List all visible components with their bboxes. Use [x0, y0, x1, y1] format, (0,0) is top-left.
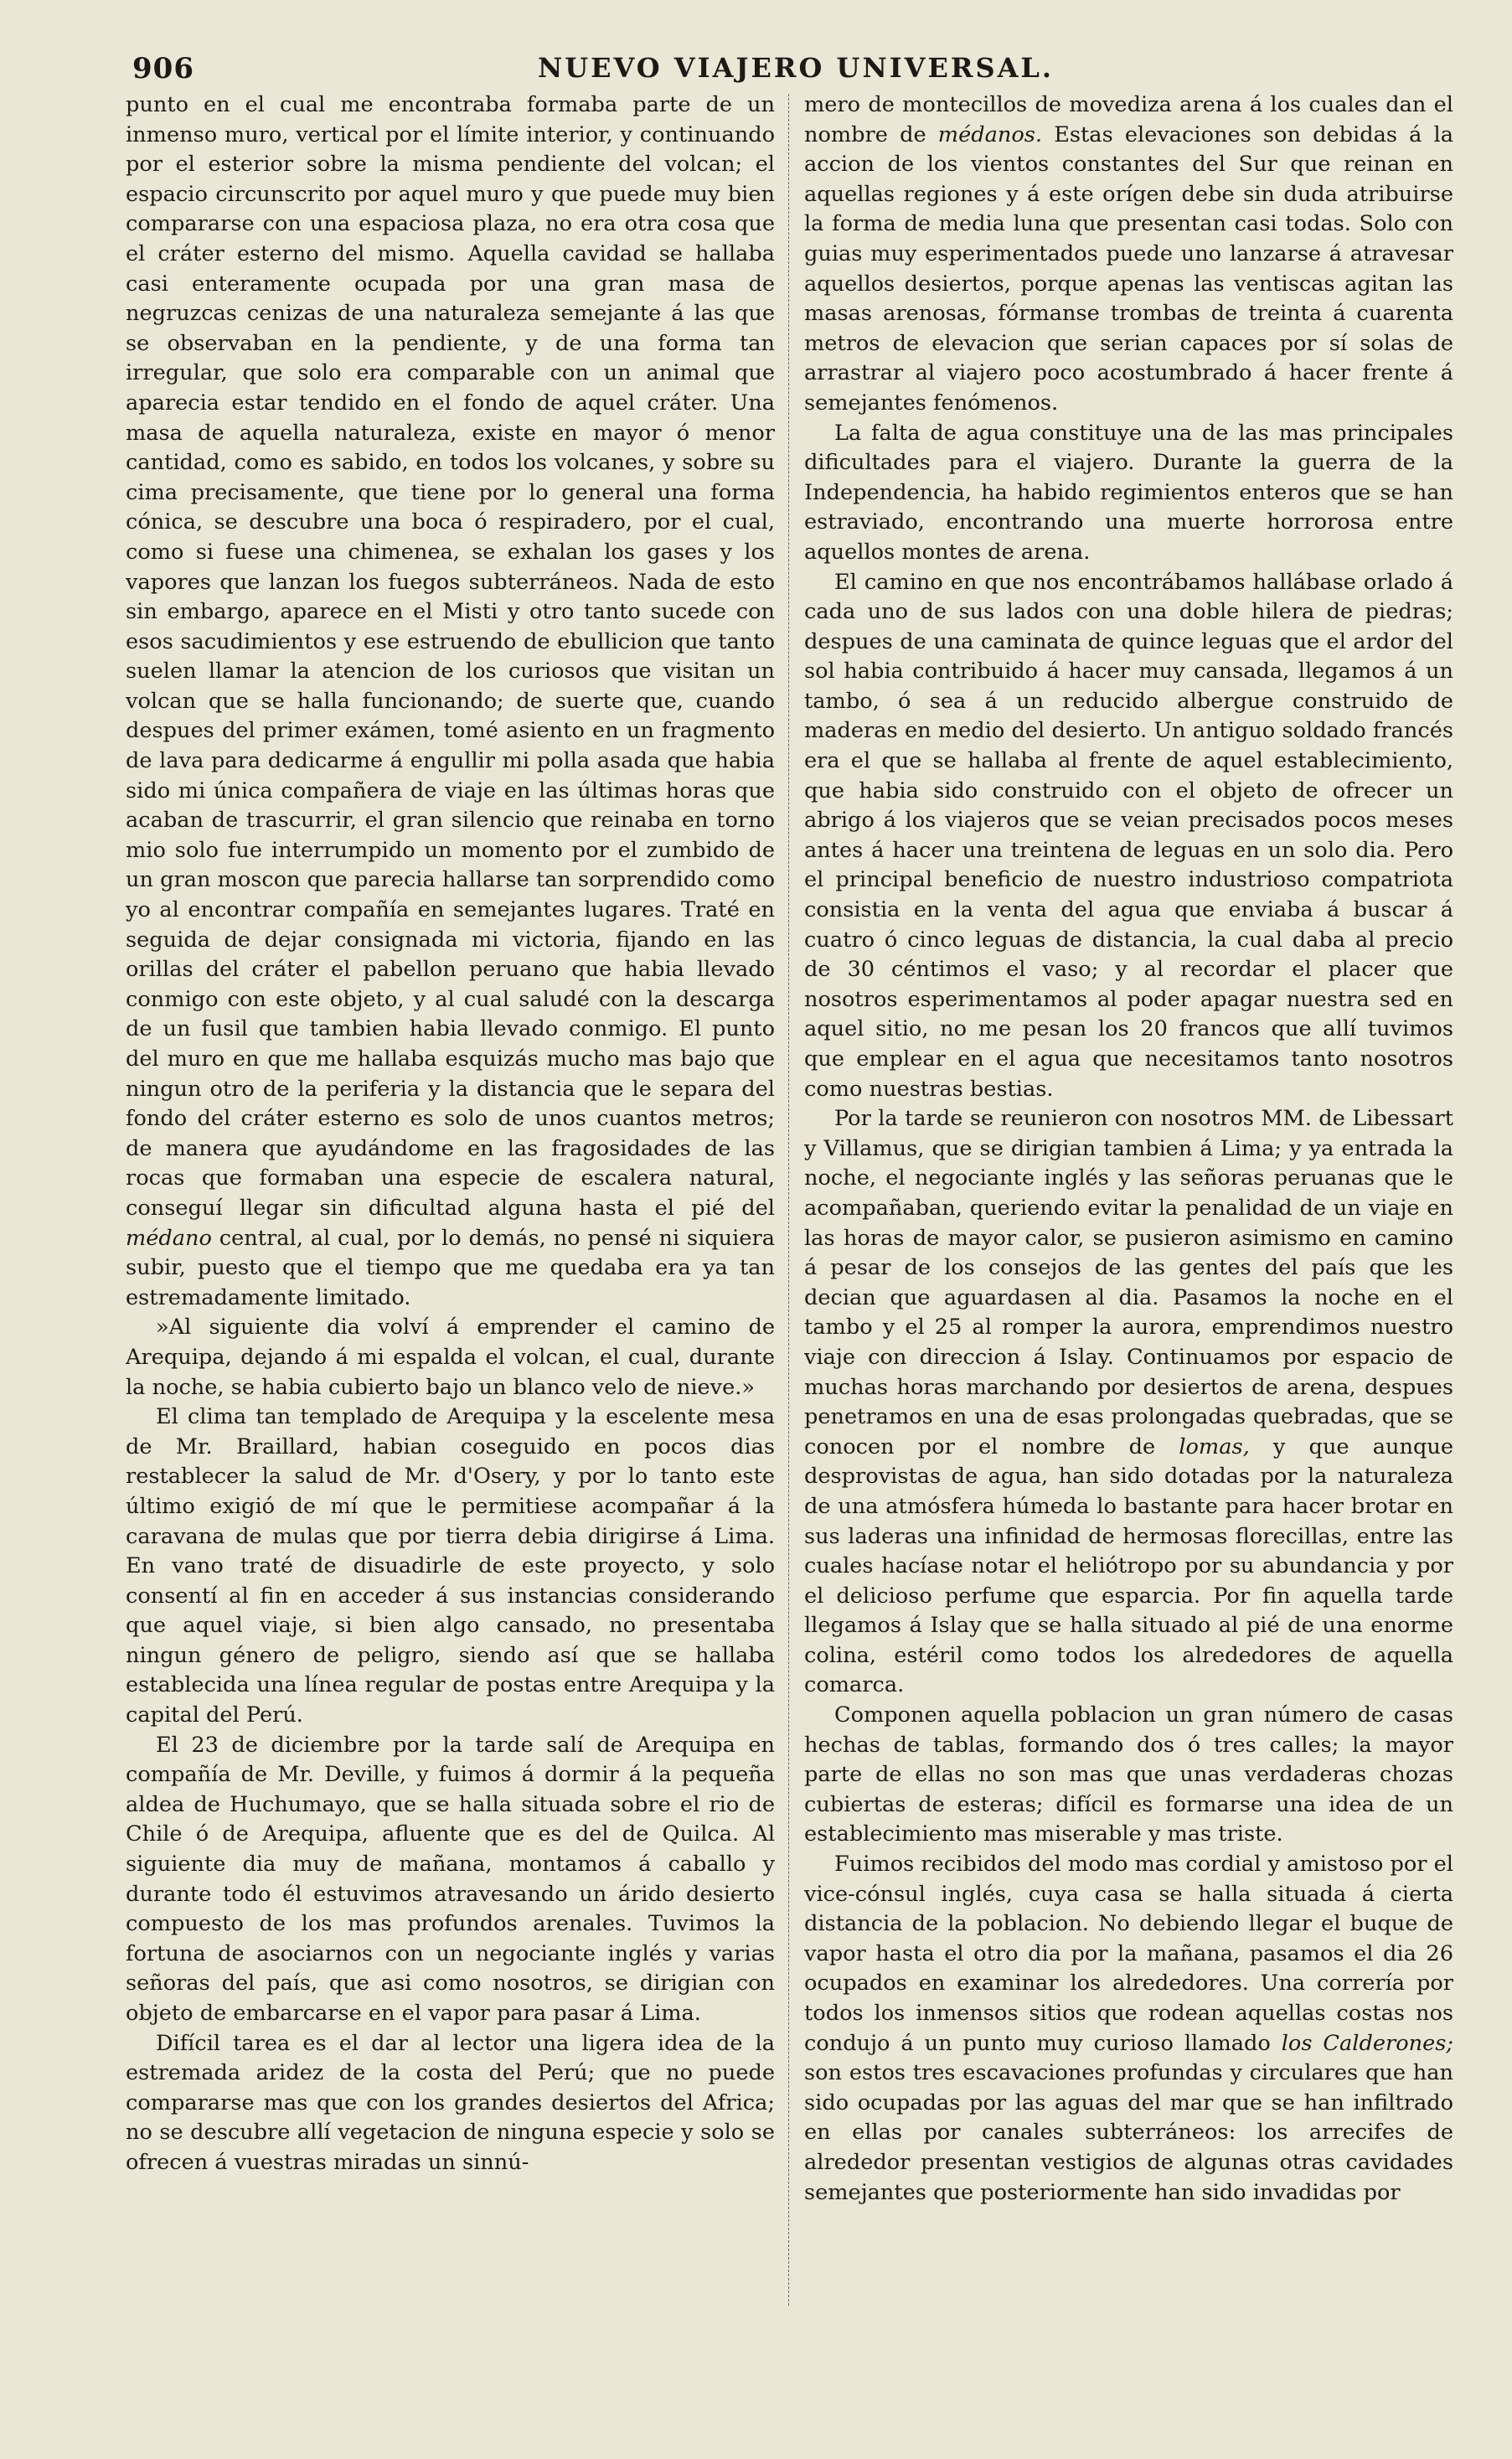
paragraph-text: central, al cual, por lo demás, no pensé ni siquiera subir, puesto que el tiempo que me quedaba era ya tan estremadamente limitado.: [126, 1225, 775, 1310]
paragraph: [804, 90, 1453, 419]
italic-term: médanos.: [937, 121, 1043, 147]
italic-term: lomas,: [1179, 1434, 1250, 1459]
right-column: [804, 90, 1453, 2420]
paragraph: [804, 1850, 1453, 2208]
paragraph-text: son estos tres escavaciones profundas y circulares que han sido ocupadas por las aguas del mar que se han infiltrado en ellas por canales subterráneos: los arrecifes de alrededor presentan vestigios de algunas otras cavidades semejantes que posteriormente han sido invadidas por: [804, 2060, 1453, 2205]
paragraph: »Al siguiente dia volví á emprender el camino de Arequipa, dejando á mi espalda el volcan, el cual, durante la noche, se habia cubierto bajo un blanco velo de nieve.»: [126, 1315, 775, 1400]
paragraph: [126, 90, 775, 1313]
paragraph-text: y que aunque desprovistas de agua, han sido dotadas por la naturaleza de una atmósfera húmeda lo bastante para hacer brotar en sus laderas una infinidad de hermosas florecillas, entre las cuales hacíase notar el heliótropo por su abundancia y por el delicioso perfume que esparcia. Por fin aquella tarde llegamos á Islay que se halla situado al pié de una enorme colina, estéril como todos los alrededores de aquella comarca.: [804, 1434, 1453, 1698]
page-header: [126, 52, 1466, 85]
paragraph: El clima tan templado de Arequipa y la escelente mesa de Mr. Braillard, habian coseguido en pocos dias restablecer la salud de Mr. d'Osery, y por lo tanto este último exigió de mí que le permitiese acompañar á la caravana de mulas que por tierra debia dirigirse á Lima. En vano traté de disuadirle de este proyecto, y solo consentí al fin en acceder á sus instancias considerando que aquel viaje, si bien algo cansado, no presentaba ningun género de peligro, siendo así que se hallaba establecida una línea regular de postas entre Arequipa y la capital del Perú.: [126, 1404, 775, 1728]
paragraph: La falta de agua constituye una de las mas principales dificultades para el viajero. Durante la guerra de la Independencia, ha habido regimientos enteros que se han estraviado, encontrando una muerte horrorosa entre aquellos montes de arena.: [804, 420, 1453, 565]
paragraph: Difícil tarea es el dar al lector una ligera idea de la estremada aridez de la costa del Perú; que no puede compararse mas que con los grandes desiertos del Africa; no se descubre allí vegetacion de ninguna especie y solo se ofrecen á vuestras miradas un sinnú-: [126, 2030, 775, 2175]
paragraph-text: Fuimos recibidos del modo mas cordial y amistoso por el vice-cónsul inglés, cuya casa se halla situada á cierta distancia de la poblacion. No debiendo llegar el buque de vapor hasta el otro dia por la mañana, pasamos el dia 26 ocupados en examinar los alrededores. Una correría por todos los inmensos sitios que rodean aquellas costas nos condujo á un punto muy curioso llamado: [804, 1852, 1453, 2056]
paragraph-text: mero de montecillos de movediza arena á los cuales dan el nombre de: [804, 92, 1453, 147]
left-column: [126, 90, 775, 2420]
italic-term: médano: [126, 1225, 212, 1251]
page-number: 906: [132, 52, 194, 85]
paragraph-text: punto en el cual me encontraba formaba parte de un inmenso muro, vertical por el límite interior, y continuando por el esterior sobre la misma pendiente del volcan; el espacio circunscrito por aquel muro y que puede muy bien compararse con una espaciosa plaza, no era otra cosa que el cráter esterno del mismo. Aquella cavidad se hallaba casi enteramente ocupada por una gran masa de negruzcas cenizas de una naturaleza semejante á las que se observaban en la pendiente, y de una forma tan irregular, que solo era comparable con un animal que aparecia estar tendido en el fondo de aquel cráter. Una masa de aquella naturaleza, existe en mayor ó menor cantidad, como es sabido, en todos los volcanes, y sobre su cima precisamente, que tiene por lo general una forma cónica, se descubre una boca ó respiradero, por el cual, como si fuese una chimenea, se exhalan los gases y los vapores que lanzan los fuegos subterráneos. Nada de esto sin embargo, aparece en el Misti y otro tanto sucede con esos sacudimientos y ese estruendo de ebullicion que tanto suelen llamar la atencion de los curiosos que visitan un volcan que se halla funcionando; de suerte que, cuando despues del primer exámen, tomé asiento en un fragmento de lava para dedicarme á engullir mi polla asada que habia sido mi única compañera de viaje en las últimas horas que acaban de trascurrir, el gran silencio que reinaba en torno mio solo fue interrumpido un momento por el zumbido de un gran moscon que parecia hallarse tan sorprendido como yo al encontrar compañía en semejantes lugares. Traté en seguida de dejar consignada mi victoria, fijando en las orillas del cráter el pabellon peruano que habia llevado conmigo con este objeto, y al cual saludé con la descarga de un fusil que tambien habia llevado conmigo. El punto del muro en que me hallaba esquizás mucho mas bajo que ningun otro de la periferia y la distancia que le separa del fondo del cráter esterno es solo de unos cuantos metros; de manera que ayudándome en las fragosidades de las rocas que formaban una especie de escalera natural, conseguí llegar sin dificultad alguna hasta el pié del: [126, 92, 775, 1221]
paragraph-text: Estas elevaciones son debidas á la accion de los vientos constantes del Sur que reinan en aquellas regiones y á este orígen debe sin duda atribuirse la forma de media luna que presentan casi todas. Solo con guias muy esperimentados puede uno lanzarse á atravesar aquellos desiertos, porque apenas las ventiscas agitan las masas arenosas, fórmanse trombas de treinta á cuarenta metros de elevacion que serian capaces por sí solas de arrastrar al viajero poco acostumbrado á hacer frente á semejantes fenómenos.: [804, 121, 1453, 416]
paragraph: [804, 1104, 1453, 1701]
paragraph-text: Por la tarde se reunieron con nosotros MM. de Libessart y Villamus, que se dirigian tambien á Lima; y ya entrada la noche, el negociante inglés y las señoras peruanas que le acompañaban, queriendo evitar la penalidad de un viaje en las horas de mayor calor, se pusieron asimismo en camino á pesar de los consejos de las gentes del país que les decian que aguardasen al dia. Pasamos la noche en el tambo y el 25 al romper la aurora, emprendimos nuestro viaje con direccion á Islay. Continuamos por espacio de muchas horas marchando por desiertos de arena, despues penetramos en una de esas prolongadas quebradas, que se conocen por el nombre de: [804, 1106, 1453, 1459]
column-divider: [788, 94, 789, 2306]
italic-term: los Calderones;: [1281, 2030, 1453, 2056]
paragraph: El camino en que nos encontrábamos hallábase orlado á cada uno de sus lados con una doble hilera de piedras; despues de una caminata de quince leguas que el ardor del sol habia contribuido á hacer muy cansada, llegamos á un tambo, ó sea á un reducido albergue construido de maderas en medio del desierto. Un antiguo soldado francés era el que se hallaba al frente de aquel establecimiento, que habia sido construido con el objeto de ofrecer un abrigo á los viajeros que se veian precisados pocos meses antes á hacer una treintena de leguas en un solo dia. Pero el principal beneficio de nuestro industrioso compatriota consistia en la venta del agua que enviaba á buscar á cuatro ó cinco leguas de distancia, la cual daba al precio de 30 céntimos el vaso; y al recordar el placer que nosotros esperimentamos al poder apagar nuestra sed en aquel sitio, no me pesan los 20 francos que allí tuvimos que emplear en el agua que necesitamos tanto nosotros como nuestras bestias.: [804, 569, 1453, 1102]
paragraph: Componen aquella poblacion un gran número de casas hechas de tablas, formando dos ó tres calles; la mayor parte de ellas no son mas que unas verdaderas chozas cubiertas de esteras; difícil es formarse una idea de un establecimiento mas miserable y mas triste.: [804, 1702, 1453, 1847]
paragraph: El 23 de diciembre por la tarde salí de Arequipa en compañía de Mr. Deville, y fuimos á dormir á la pequeña aldea de Huchumayo, que se halla situada sobre el rio de Chile ó de Arequipa, afluente que es del de Quilca. Al siguiente dia muy de mañana, montamos á caballo y durante todo él estuvimos atravesando un árido desierto compuesto de los mas profundos arenales. Tuvimos la fortuna de asociarnos con un negociante inglés y varias señoras del país, que asi como nosotros, se dirigian con objeto de embarcarse en el vapor para pasar á Lima.: [126, 1732, 775, 2026]
running-title: NUEVO VIAJERO UNIVERSAL.: [537, 52, 1055, 84]
